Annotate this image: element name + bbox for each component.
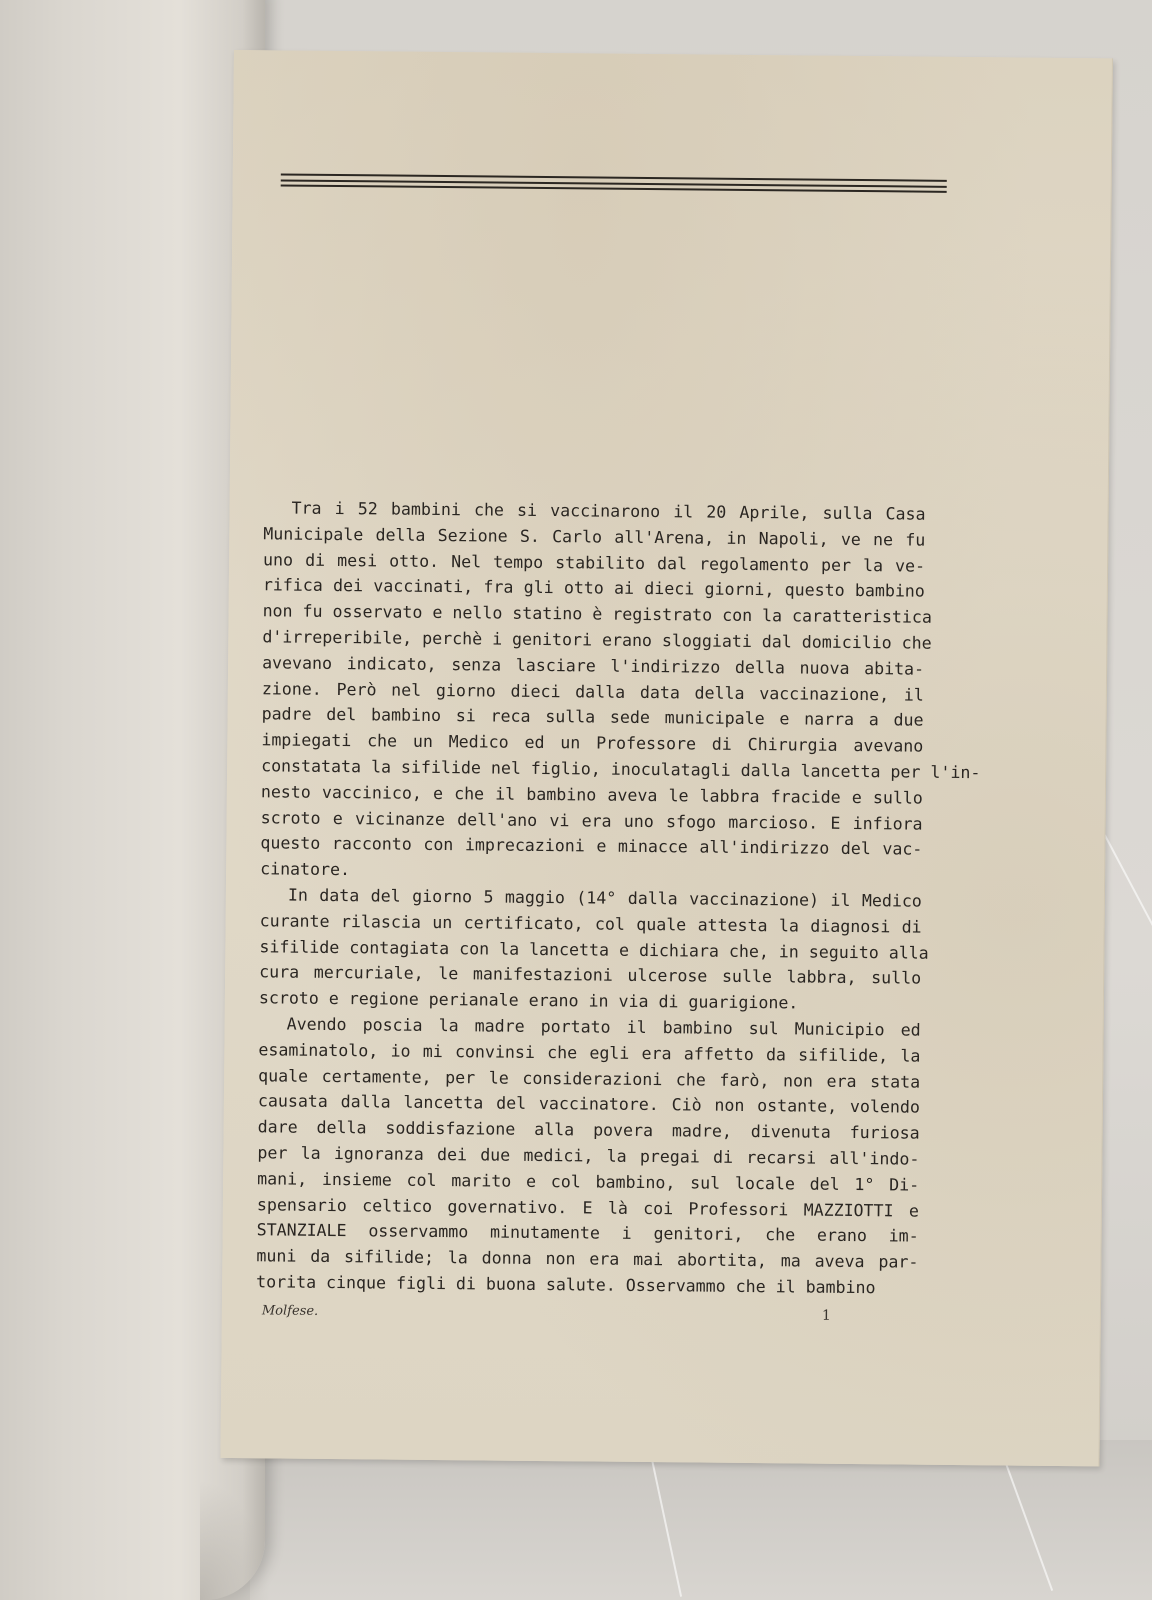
text-line: esaminatolo, io mi convinsi che egli era affetto da sifilide, la (258, 1040, 921, 1066)
text-line: constatata la sifilide nel figlio, inoculatagli dalla lancetta per l'in- (261, 756, 981, 783)
text-line: uno di mesi otto. Nel tempo stabilito dal regolamento per la ve- (263, 549, 926, 576)
text-line: rifica dei vaccinati, fra gli otto ai dieci giorni, questo bambino (262, 575, 925, 602)
text-line: impiegati che un Medico ed un Professore di Chirurgia avevano (261, 730, 924, 756)
page-curl (200, 1480, 270, 1600)
text-line: questo racconto con imprecazioni e minacce all'indirizzo del vac- (260, 833, 923, 860)
paragraph (258, 882, 929, 1017)
text-line: scroto e vicinanze dell'ano vi era uno sfogo marcioso. E infiora (260, 807, 923, 834)
text-line: dare della soddisfazione alla povera madre, divenuta furiosa (257, 1117, 920, 1143)
text-line: curante rilascia un certificato, col quale attesta la diagnosi di (259, 911, 922, 937)
text-line: torita cinque figli di buona salute. Osservammo che il bambino (256, 1272, 876, 1298)
text-line: Tra i 52 bambini che si vaccinarono il 20 Aprile, sulla Casa (291, 498, 926, 524)
text-line: cura mercuriale, le manifestazioni ulcerose sulle labbra, sullo (259, 962, 922, 988)
paragraph (256, 1011, 921, 1301)
text-line: muni da sifilide; la donna non era mai abortita, ma aveva par- (256, 1246, 919, 1272)
body-text (256, 495, 981, 1301)
text-line: STANZIALE osservammo minutamente i genitori, che erano im- (256, 1220, 919, 1246)
text-line: scroto e regione perianale erano in via di guarigione. (258, 988, 799, 1013)
document-page (220, 50, 1112, 1466)
text-line: causata dalla lancetta del vaccinatore. Ciò non ostante, volendo (257, 1091, 920, 1117)
text-line: mani, insieme col marito e col bambino, sul locale del 1° Di- (257, 1168, 920, 1195)
text-line: spensario celtico governativo. E là coi Professori MAZZIOTTI e (256, 1194, 919, 1221)
text-line: non fu osservato e nello statino è registrato con la caratteristica (262, 601, 933, 627)
text-line: cinatore. (260, 859, 351, 880)
text-line: per la ignoranza dei due medici, la pregai di recarsi all'indo- (257, 1143, 920, 1169)
text-line: Avendo poscia la madre portato il bambino sul Municipio ed (286, 1014, 921, 1040)
text-line: quale certamente, per le considerazioni che farò, non era stata (258, 1065, 921, 1092)
text-line: In data del giorno 5 maggio (14° dalla vaccinazione) il Medico (287, 885, 922, 911)
paragraph (260, 495, 981, 888)
text-line: zione. Però nel giorno dieci dalla data della vaccinazione, il (261, 678, 924, 705)
text-line: Municipale della Sezione S. Carlo all'Arena, in Napoli, ve ne fu (263, 524, 926, 550)
text-line: d'irreperibile, perchè i genitori erano sloggiati dal domicilio che (262, 627, 932, 653)
text-line: padre del bambino si reca sulla sede municipale e narra a due (261, 704, 924, 731)
page-number: 1 (821, 1307, 831, 1324)
footer-author: Molfese. (261, 1303, 319, 1319)
text-line: sifilide contagiata con la lancetta e dichiara che, in seguito alla (259, 936, 929, 963)
text-line: avevano indicato, senza lasciare l'indirizzo della nuova abita- (262, 653, 925, 679)
text-line: nesto vaccinico, e che il bambino aveva le labbra fracide e sullo (260, 782, 923, 808)
